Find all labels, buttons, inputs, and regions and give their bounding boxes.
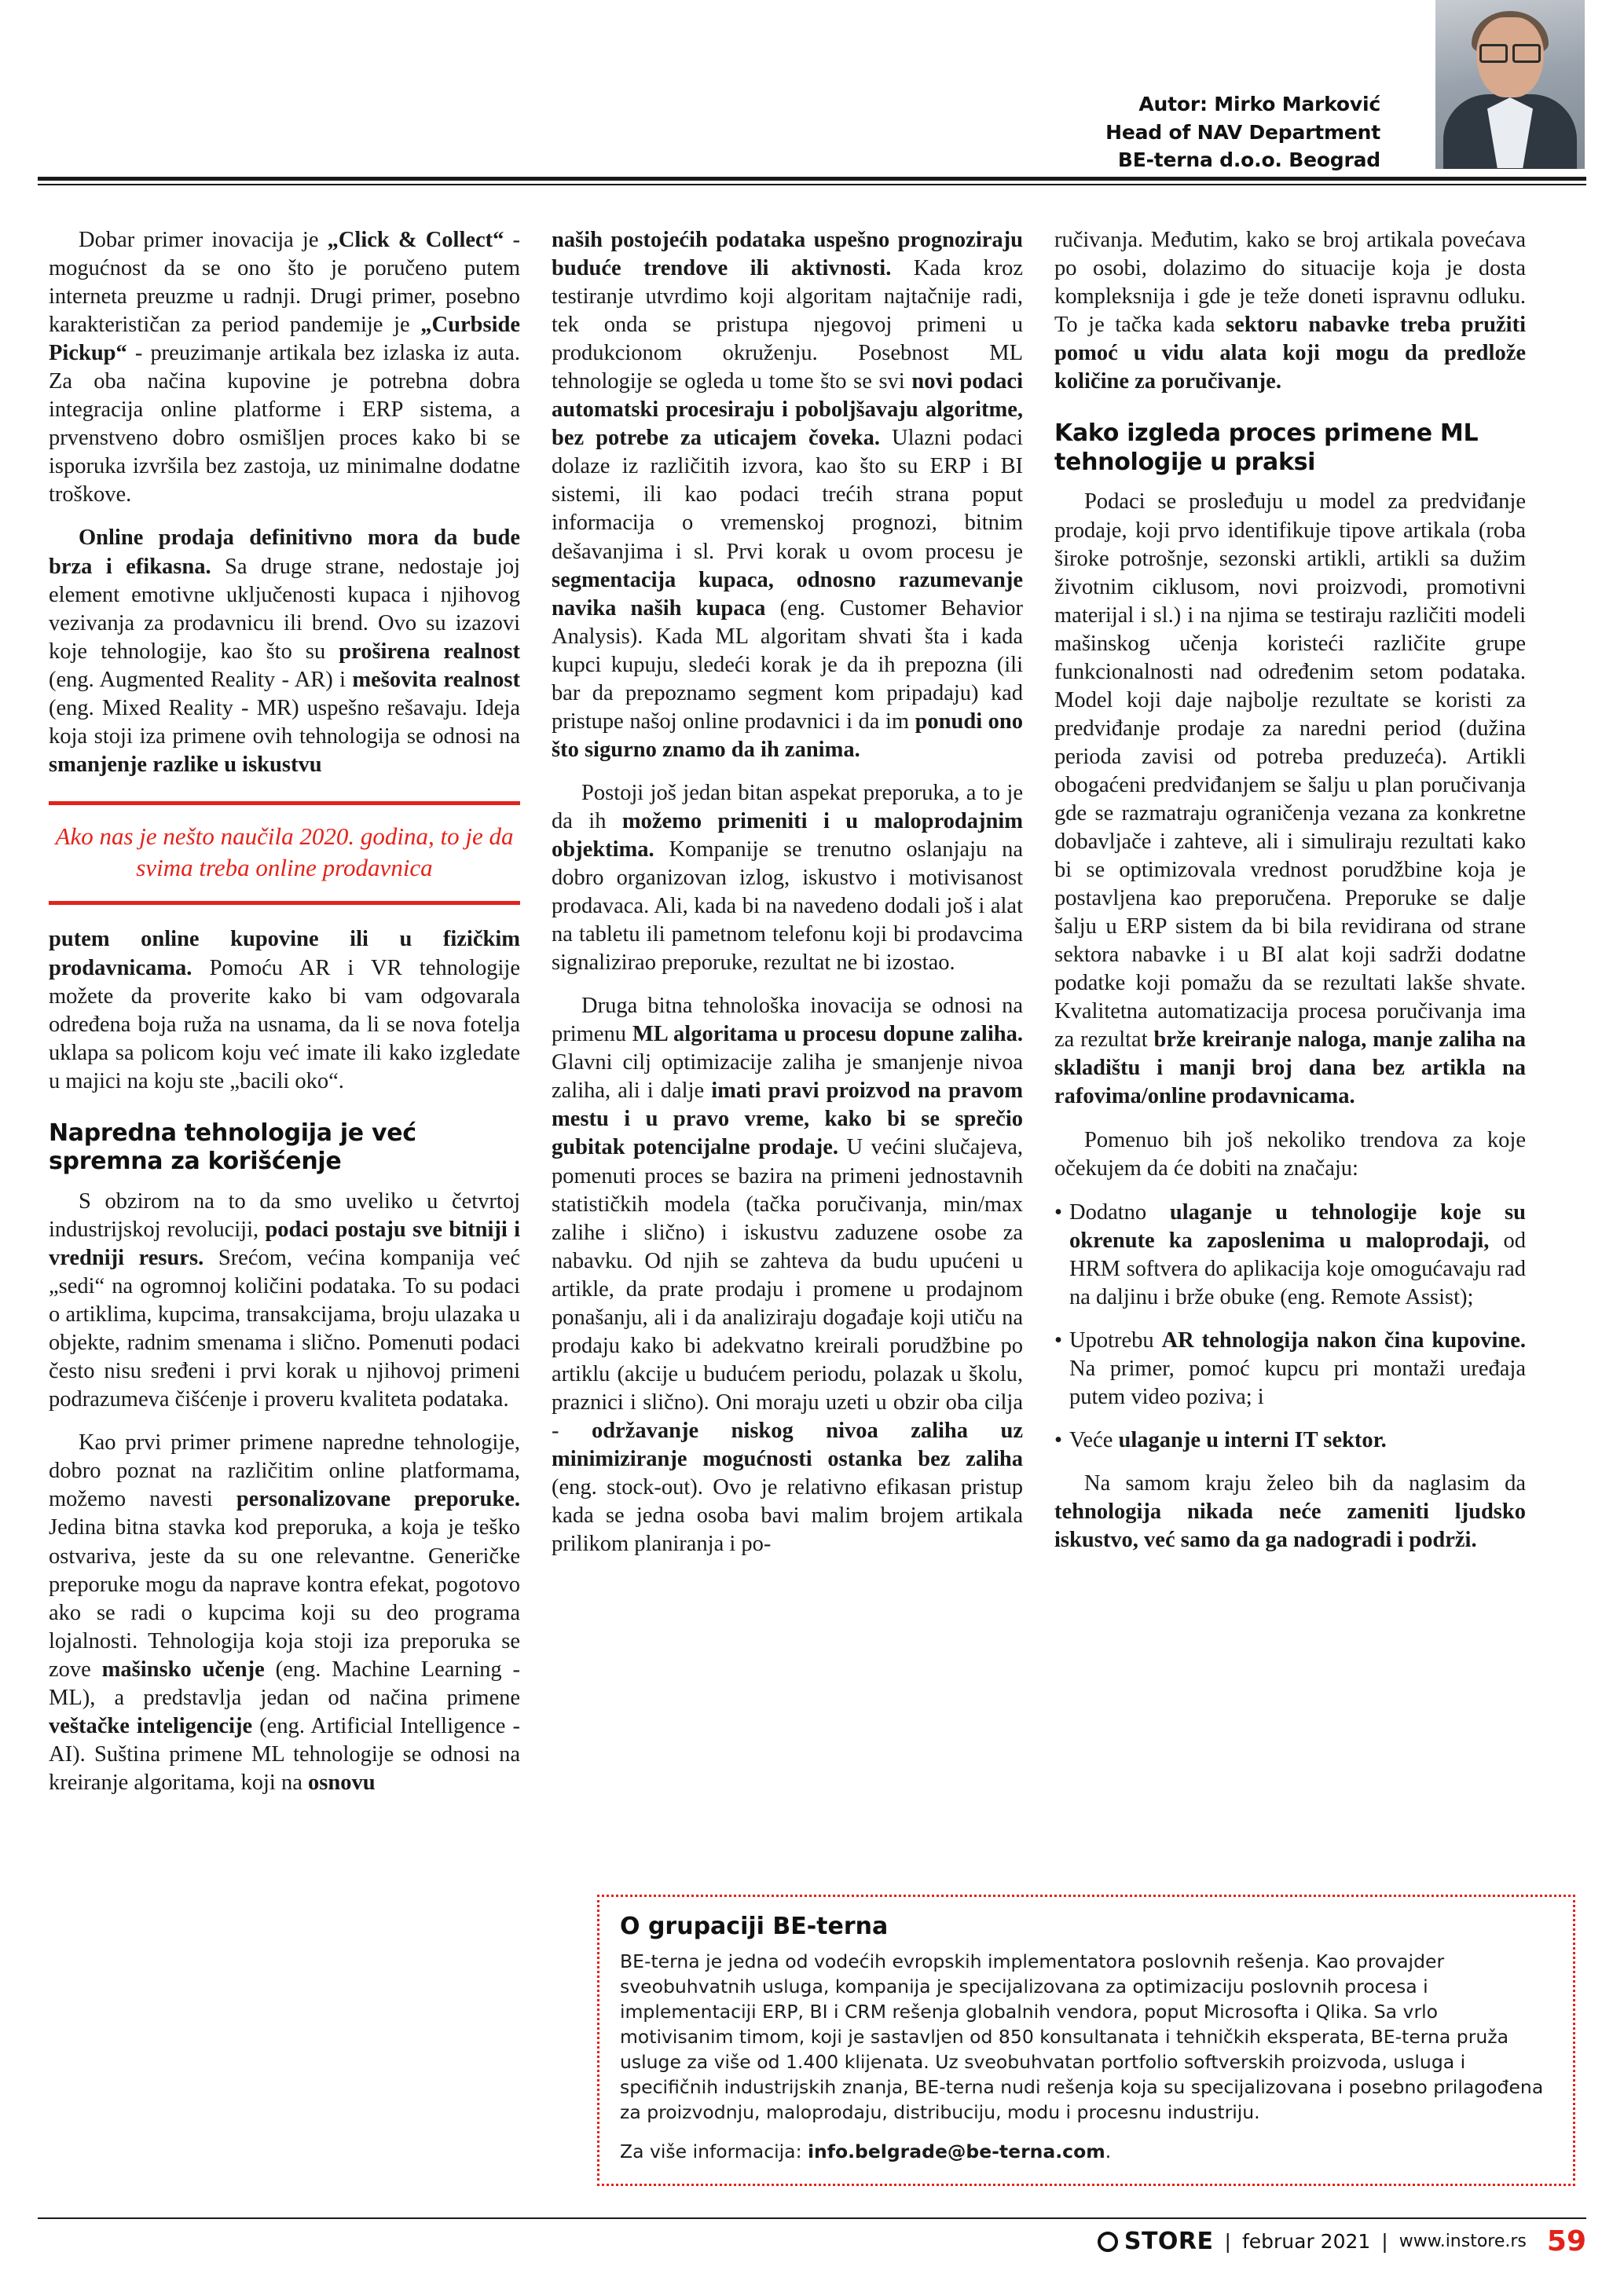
instore-logo: [1098, 2228, 1214, 2255]
bullet-icon: •: [1054, 1427, 1062, 1452]
list-item: [1054, 1327, 1526, 1412]
glasses-icon: [1479, 44, 1541, 60]
about-company-box: [597, 1895, 1575, 2186]
paragraph: Pomenuo bih još nekoliko trendova za koje očekujem da će dobiti na značaju:: [1054, 1127, 1526, 1181]
section-heading: Napredna tehnologija je već spremna za korišćenje: [49, 1119, 416, 1176]
circle-logo-icon: [1098, 2232, 1118, 2252]
bullet-icon: •: [1054, 1199, 1062, 1225]
paragraph: Podaci se prosleđuju u model za predviđanje prodaje, koji prvo identifikuje tipove artikala (roba široke potrošnje, sezonski artikli, artikli sa dužim životnim ciklusom, novi proizvodi, promotivni materijal i sl.) i na njima se testiraju različiti modeli mašinskog učenja koristeći različite grupe funkcionalnosti nad određenim setom podataka. Model koji daje najbolje rezultate se koristi za predviđanje prodaje za naredni period (dužina perioda zavisi od potreba preduzeća). Artikli obogaćeni predviđanjem se šalju u plan poručivanja gde se razmatraju ograničenja vezana za konkretne dobavljače i zahteve, ali i simuliraju rezultati kako bi se optimizovala vrednost porudžbine koja je postavljena kao preporučena. Preporuke se dalje šalju u ERP sistem da bi bila revidirana od strane sektora nabavke i u BI alat koji sadrži dodatne podatke koji pomažu da se rezultati lakše shvate. Kvalitetna automatizacija procesa poručivanja ima za rezultat brže kreiranje naloga, manje zaliha na skladištu i manji broj dana bez artikla na rafovima/online prodavnicama.: [1054, 489, 1526, 1109]
issue-date: februar 2021: [1241, 2230, 1371, 2253]
about-contact: Za više informacija: info.belgrade@be-terna.com.: [620, 2140, 1112, 2162]
bullet-icon: •: [1054, 1327, 1062, 1353]
author-company: BE-terna d.o.o. Beograd: [1117, 148, 1380, 171]
column-1: [49, 226, 520, 1797]
about-title: O grupaciji BE-terna: [620, 1913, 889, 1940]
column-3: [1054, 226, 1526, 1797]
paragraph: Na samom kraju želeo bih da naglasim da tehnologija nikada neće zameniti ljudsko iskustvo, već samo da ga nadogradi i podrži.: [1054, 1470, 1526, 1553]
page-header: [0, 0, 1624, 177]
article-columns: [0, 185, 1624, 1797]
column-2: [552, 226, 1023, 1797]
paragraph: Druga bitna tehnološka inovacija se odnosi na primenu ML algoritama u procesu dopune zaliha. Glavni cilj optimizacije zaliha je smanjenje nivoa zaliha, ali i dalje imati pravi proizvod na pravom mestu i u pravo vreme, kako bi se sprečio gubitak potencijalne prodaje. U većini slučajeva, pomenuti proces se bazira na primeni jednostavnih statističkih modela (tačka poručivanja, min/max zalihe i slično) i iskustvu zaduzene osobe za nabavku. Od njih se zahteva da budu upućeni u artikle, da prate prodaju i promene u prodajnom ponašanju, ali i da analiziraju događaje koji utiču na prodaju kako bi adekvatno kreirali porudžbine po artiklu (akcije u budućem periodu, polazak u školu, praznici i slično). Oni moraju uzeti u obzir oba cilja - održavanje niskog nivoa zaliha uz minimiziranje mogućnosti ostanka bez zaliha (eng. stock-out). Ovo je relativno efikasan pristup kada se jedna osoba bavi malim brojem artikala prilikom planiranja i po-: [552, 994, 1023, 1557]
author-name: Autor: Mirko Marković: [1138, 93, 1380, 115]
author-photo: [1435, 0, 1585, 169]
paragraph: Kao prvi primer primene napredne tehnologije, dobro poznat na različitim online platformama, možemo navesti personalizovane preporuke. Jedina bitna stavka kod preporuka, a koja je teško ostvariva, jeste da su one relevantne. Generičke preporuke mogu da naprave kontra efekat, pogotovo ako se radi o kupcima koji su deo programa lojalnosti. Tehnologija koja stoji iza preporuka se zove mašinsko učenje (eng. Machine Learning - ML), a predstavlja jedan od načina primene veštačke inteligencije (eng. Artificial Intelligence - AI). Suština primene ML tehnologije se odnosi na kreiranje algoritama, koji na osnovu: [49, 1430, 520, 1795]
paragraph: naših postojećih podataka uspešno prognoziraju buduće trendove ili aktivnosti. Kada kroz testiranje utvrdimo koji algoritam najtačnije radi, tek onda se pristupa njegovoj primeni u produkcionom okruženju. Posebnost ML tehnologije se ogleda u tome što se svi novi podaci automatski procesiraju i poboljšavaju algoritme, bez potrebe za uticajem čoveka. Ulazni podaci dolaze iz različitih izvora, kao što su ERP i BI sistemi, ili kao podaci trećih strana poput informacija o vremenskoj prognozi, bitnim dešavanjima i sl. Prvi korak u ovom procesu je segmentacija kupaca, odnosno razumevanje navika naših kupaca (eng. Customer Behavior Analysis). Kada ML algoritam shvati šta i kada kupci kupuju, sledeći korak je da ih prepozna (ili bar da prepoznamo segment kom pripadaju) kad pristupe našoj online prodavnici i da im ponudi ono što sigurno znamo da ih zanima.: [552, 228, 1024, 762]
author-credit: [1105, 90, 1380, 174]
website-url[interactable]: www.instore.rs: [1399, 2232, 1527, 2251]
pull-quote: Ako nas je nešto naučila 2020. godina, to je da svima treba online prodavnica: [49, 801, 520, 906]
author-role: Head of NAV Department: [1105, 120, 1380, 144]
list-item-text: Upotrebu AR tehnologija nakon čina kupovine. Na primer, pomoć kupcu pri montaži uređaja putem video poziva; i: [1069, 1327, 1526, 1409]
about-body: BE-terna je jedna od vodećih evropskih implementatora poslovnih rešenja. Kao provajder sveobuhvatnih usluga, kompanija je specijalizovana za optimizaciju poslovnih procesa i implementaciji ERP, BI i CRM rešenja globalnih vendora, poput Microsofta i Qlika. Sa vrlo motivisanim timom, koji je sastavljen od 850 konsultanata i tehničkih eksperata, BE-terna pruža usluge za više od 1.400 klijenata. Uz sveobuhvatan portfolio softverskih proizvoda, usluga i specifičnih industrijskih znanja, BE-terna nudi rešenja koja su specijalizovana i posebno prilagođena za proizvodnju, maloprodaju, distribuciju, modu i procesnu industriju.: [620, 1950, 1544, 2123]
page-number: 59: [1546, 2225, 1586, 2258]
footer-rule: [38, 2217, 1586, 2219]
paragraph: S obzirom na to da smo uveliko u četvrtoj industrijskoj revoluciji, podaci postaju sve bitniji i vredniji resurs. Srećom, većina kompanija već „sedi“ na ogromnoj količini podataka. To su podaci o artiklima, kupcima, transakcijama, broju ulazaka u objekte, radnim smenama i slično. Pomenuti podaci često nisu sređeni i prvi korak u njihovoj primeni podrazumeva čišćenje i proveru kvaliteta podataka.: [49, 1188, 521, 1412]
list-item: [1054, 1426, 1526, 1455]
page-footer: [0, 2217, 1624, 2260]
header-rule-thick: [38, 177, 1586, 181]
paragraph: Online prodaja definitivno mora da bude brza i efikasna. Sa druge strane, nedostaje joj element emotivne uključenosti kupaca i njihovog vezivanja za prodavnicu ili brend. Ovo su izazovi koje tehnologije, kao što su proširena realnost (eng. Augmented Reality - AR) i mešovita realnost (eng. Mixed Reality - MR) uspešno rešavaju. Ideja koja stoji iza primene ovih tehnologija se odnosi na smanjenje razlike u iskustvu: [49, 525, 521, 777]
list-item-text: Dodatno ulaganje u tehnologije koje su okrenute ka zaposlenima u maloprodaji, od HRM softvera do aplikacija koje omogućavaju rad na daljinu i brže obuke (eng. Remote Assist);: [1069, 1199, 1526, 1309]
footer-content: [1098, 2225, 1586, 2258]
footer-separator: |: [1224, 2230, 1231, 2253]
logo-text: STORE: [1124, 2228, 1214, 2255]
footer-separator: |: [1381, 2230, 1388, 2253]
trend-list: [1054, 1199, 1526, 1455]
list-item-text: Veće ulaganje u interni IT sektor.: [1069, 1427, 1387, 1452]
contact-email[interactable]: info.belgrade@be-terna.com: [807, 2140, 1105, 2162]
list-item: [1054, 1199, 1526, 1312]
section-heading: Kako izgleda proces primene ML tehnologije u praksi: [1054, 419, 1479, 476]
paragraph: putem online kupovine ili u fizičkim prodavnicama. Pomoću AR i VR tehnologije možete da proverite kako bi vam odgovarala određena boja ruža na usnama, da li se nova fotelja uklapa sa policom koju već imate ili kako izgledate u majici na koju ste „bacili oko“.: [49, 927, 520, 1093]
paragraph: Postoji još jedan bitan aspekat preporuka, a to je da ih možemo primeniti i u maloprodajnim objektima. Kompanije se trenutno oslanjaju na dobro organizovan izlog, iskustvo i motivisanost prodavaca. Ali, kada bi na navedeno dodali još i alat na tabletu ili pametnom telefonu koji bi prodavcima signalizirao preporuke, rezultat ne bi izostao.: [552, 780, 1023, 976]
paragraph: Dobar primer inovacija je „Click & Collect“ - mogućnost da se ono što je poručeno putem interneta preuzme u radnji. Drugi primer, posebno karakterističan za period pandemije je „Curbside Pickup“ - preuzimanje artikala bez izlaska iz auta. Za oba načina kupovine je potrebna dobra integracija online platforme i ERP sistema, a prvenstveno dobro osmišljen proces kako bi se isporuka izvršila bez zastoja, uz minimalne dodatne troškove.: [49, 228, 520, 507]
paragraph: ručivanja. Međutim, kako se broj artikala povećava po osobi, dolazimo do situacije koja je dosta kompleksnija i gde je teže doneti ispravnu odluku. To je tačka kada sektoru nabavke treba pružiti pomoć u vidu alata koji mogu da predlože količine za poručivanje.: [1054, 228, 1526, 394]
